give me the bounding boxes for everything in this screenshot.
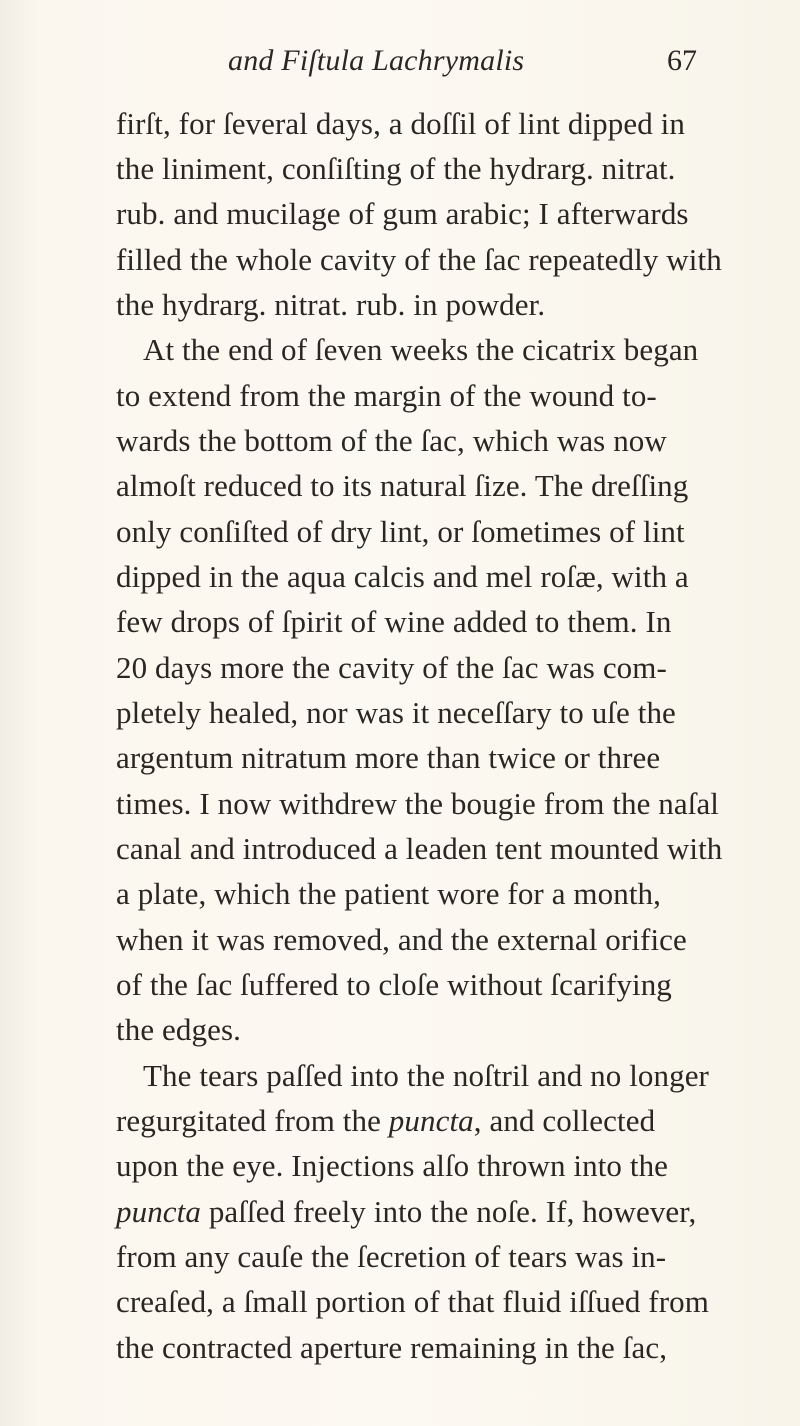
text-line: upon the eye. Injections alſo thrown into the bbox=[116, 1148, 669, 1183]
text-line: the contracted aperture remaining in the ſac, bbox=[116, 1330, 668, 1365]
page-header bbox=[0, 44, 800, 94]
text-line: rub. and mucilage of gum arabic; I afterwards bbox=[116, 196, 689, 231]
text-run: , and collected bbox=[473, 1103, 656, 1138]
text-line: the hydrarg. nitrat. rub. in powder. bbox=[116, 287, 546, 322]
text-line: filled the whole cavity of the ſac repeatedly with bbox=[116, 242, 722, 277]
text-line: creaſed, a ſmall portion of that fluid iſſued from bbox=[116, 1284, 709, 1319]
text-line: times. I now withdrew the bougie from the naſal bbox=[116, 786, 720, 821]
text-line: to extend from the margin of the wound to- bbox=[116, 378, 657, 413]
text-line: when it was removed, and the external orifice bbox=[116, 922, 687, 957]
italic-term: puncta bbox=[116, 1194, 201, 1229]
text-line: At the end of ſeven weeks the cicatrix began bbox=[143, 332, 699, 367]
text-line: pletely healed, nor was it neceſſary to uſe the bbox=[116, 695, 676, 730]
text-line: a plate, which the patient wore for a month, bbox=[116, 876, 661, 911]
running-title: and Fiſtula Lachrymalis bbox=[228, 44, 525, 77]
text-line: dipped in the aqua calcis and mel roſæ, with a bbox=[116, 559, 689, 594]
text-line: almoſt reduced to its natural ſize. The dreſſing bbox=[116, 468, 689, 503]
text-run: paſſed freely into the noſe. If, however, bbox=[200, 1194, 697, 1229]
text-line: wards the bottom of the ſac, which was now bbox=[116, 423, 667, 458]
text-line: few drops of ſpirit of wine added to them. In bbox=[116, 604, 672, 639]
text-line: of the ſac ſuffered to cloſe without ſcarifying bbox=[116, 967, 672, 1002]
text-line: 20 days more the cavity of the ſac was com- bbox=[116, 650, 667, 685]
text-line bbox=[116, 1105, 655, 1136]
italic-term: punctа bbox=[388, 1103, 474, 1138]
text-line bbox=[116, 1196, 696, 1227]
text-line: The tears paſſed into the noſtril and no longer bbox=[143, 1058, 709, 1093]
text-line: the liniment, conſiſting of the hydrarg. nitrat. bbox=[116, 151, 676, 186]
text-line: firſt, for ſeveral days, a doſſil of lint dipped in bbox=[116, 106, 685, 141]
text-line: from any cauſe the ſecretion of tears was in- bbox=[116, 1239, 667, 1274]
page-number: 67 bbox=[667, 44, 697, 77]
text-line: argentum nitratum more than twice or three bbox=[116, 740, 661, 775]
text-line: canal and introduced a leaden tent mounted with bbox=[116, 831, 723, 866]
text-line: the edges. bbox=[116, 1012, 241, 1047]
text-line: only conſiſted of dry lint, or ſometimes of lint bbox=[116, 514, 685, 549]
text-run: regurgitated from the bbox=[116, 1103, 389, 1138]
